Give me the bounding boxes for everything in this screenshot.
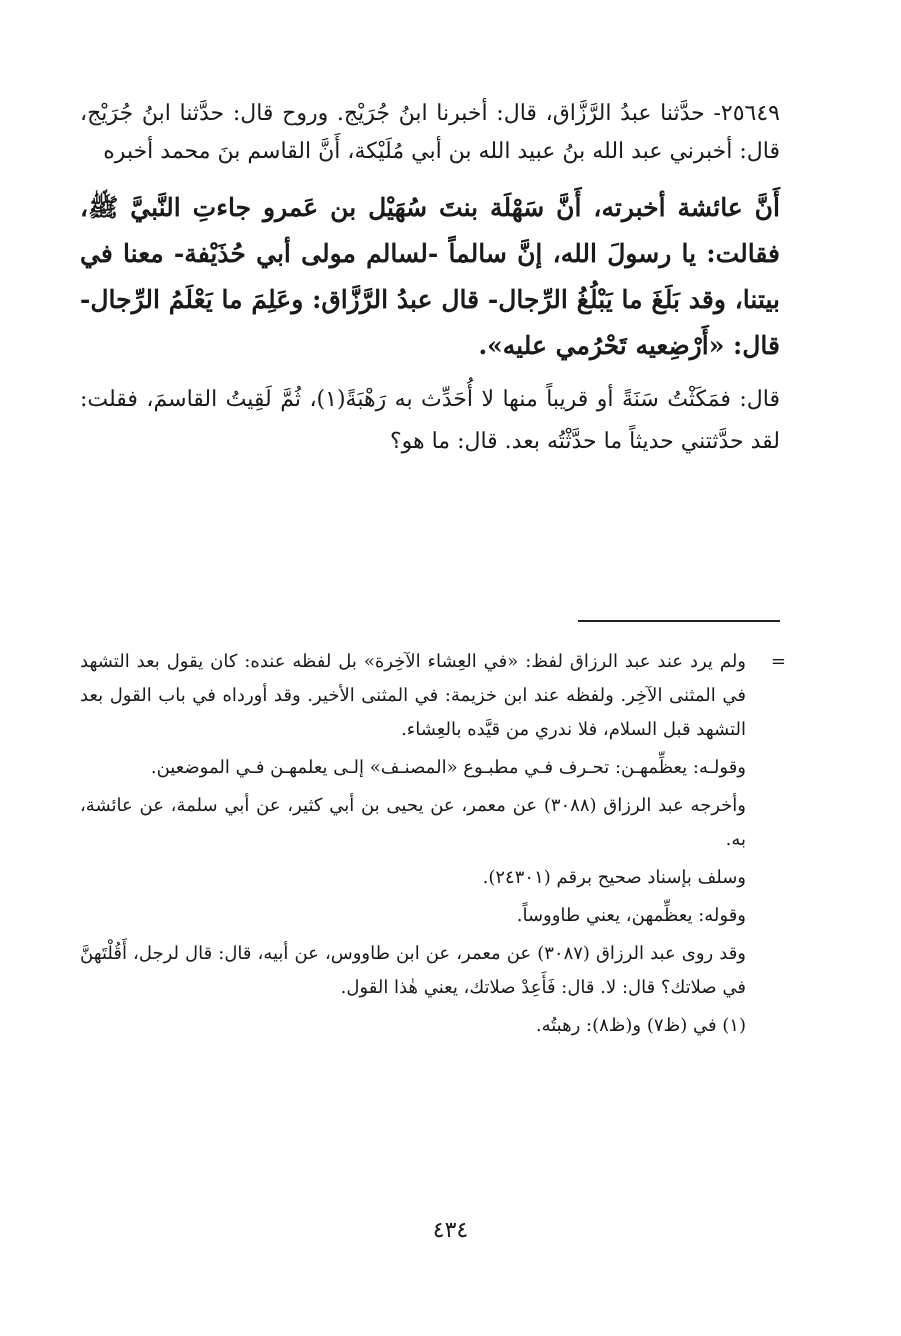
footnote-paragraph: وأخرجه عبد الرزاق (٣٠٨٨) عن معمر، عن يحيى بن أبي كثير، عن أبي سلمة، عن عائشة، به.	[80, 795, 746, 850]
main-text	[80, 95, 780, 463]
footnote-paragraph: وقولـه: يعظِّمهـن: تحـرف فـي مطبـوع «المصنـف» إلـى يعلمهـن فـي الموضعين.	[150, 757, 746, 778]
footnote-paragraph	[80, 645, 786, 747]
footnote-ref-note: (١) في (ظ٧) و(ظ٨): رهبتُه.	[535, 1015, 746, 1036]
continuation-mark: =	[770, 651, 786, 672]
footnotes	[80, 645, 786, 1047]
footnote-paragraph: وسلف بإسناد صحيح برقم (٢٤٣٠١).	[482, 867, 746, 888]
footnote-paragraph: وقوله: يعظِّمهن، يعني طاووساً.	[516, 905, 746, 926]
hadith-matn: أَنَّ عائشة أخبرته، أَنَّ سَهْلَة بنتَ سُهَيْل بن عَمرو جاءتِ النَّبيَّ ﷺ، فقالت: يا رسولَ الله، إنَّ سالماً -لسالم مولى أبي حُذَيْفة- معنا في بيتنا، وقد بَلَغَ ما يَبْلُغُ الرِّجال- قال عبدُ الرَّزَّاق: وعَلِمَ ما يَعْلَمُ الرِّجال- قال: «أَرْضِعيه تَحْرُمي عليه».	[80, 193, 780, 360]
hadith-isnad: ٢٥٦٤٩- حدَّثنا عبدُ الرَّزَّاق، قال: أخبرنا ابنُ جُرَيْج. وروح قال: حدَّثنا ابنُ جُرَيْج، قال: أخبرني عبد الله بنُ عبيد الله بن أبي مُلَيْكة، أَنَّ القاسم بنَ محمد أخبره	[80, 101, 780, 164]
footnote-separator	[578, 620, 780, 622]
footnote-text: ولم يرد عند عبد الرزاق لفظ: «في العِشاء الآخِرة» بل لفظه عنده: كان يقول بعد التشهد في المثنى الآخِر. ولفظه عند ابن خزيمة: في المثنى الأخير. وقد أورداه في باب القول بعد التشهد قبل السلام، فلا ندري من قيَّده بالعِشاء.	[80, 651, 746, 740]
hadith-matn-continued: قال: فمَكَثْتُ سَنَةً أو قريباً منها لا أُحَدِّث به رَهْبَةً(١)، ثُمَّ لَقِيتُ القاسمَ، فقلت: لقد حدَّثتني حديثاً ما حدَّثْتُه بعد. قال: ما هو؟	[80, 387, 780, 454]
page-number: ٤٣٤	[432, 1218, 469, 1243]
footnote-paragraph: وقد روى عبد الرزاق (٣٠٨٧) عن معمر، عن ابن طاووس، عن أبيه، قال: قال لرجل، أَقُلْتَهنَّ في صلاتك؟ قال: لا. قال: فَأَعِدْ صلاتك، يعني هٰذا القول.	[80, 943, 747, 998]
